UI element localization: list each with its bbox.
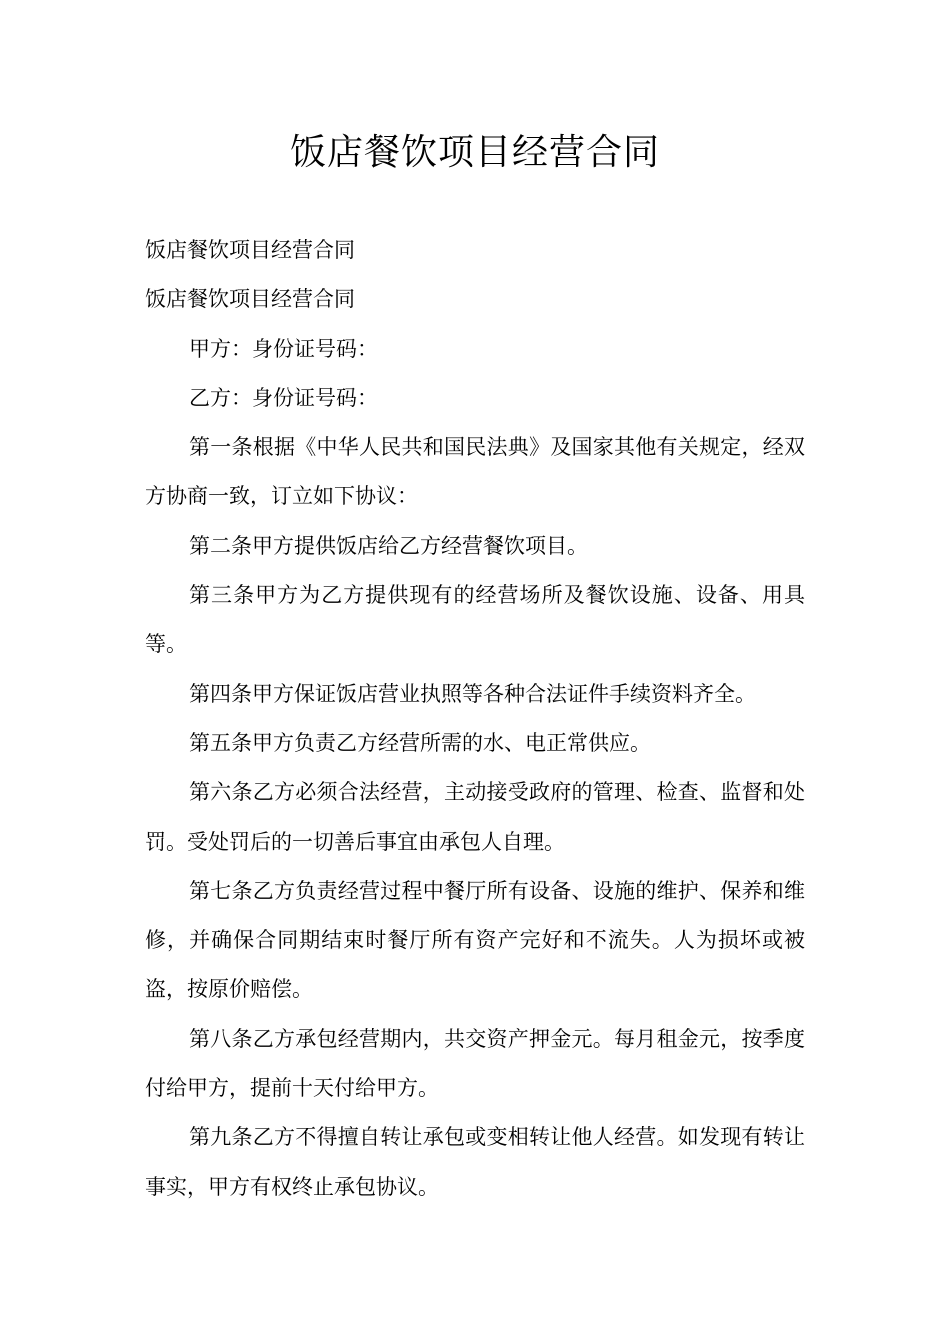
- article-5: 第五条甲方负责乙方经营所需的水、电正常供应。: [189, 730, 651, 755]
- article-6: 第六条乙方必须合法经营，主动接受政府的管理、检查、监督和处罚。受处罚后的一切善后事宜由承包人自理。: [145, 780, 805, 854]
- article-7: 第七条乙方负责经营过程中餐厅所有设备、设施的维护、保养和维修，并确保合同期结束时餐厅所有资产完好和不流失。人为损坏或被盗，按原价赔偿。: [145, 878, 805, 1002]
- article-4: 第四条甲方保证饭店营业执照等各种合法证件手续资料齐全。: [189, 681, 756, 706]
- article-3: 第三条甲方为乙方提供现有的经营场所及餐饮设施、设备、用具等。: [145, 583, 805, 657]
- party-b-line: 乙方：身份证号码：: [189, 385, 378, 410]
- party-a-line: 甲方：身份证号码：: [189, 336, 378, 361]
- subtitle-line: 饭店餐饮项目经营合同: [145, 238, 355, 262]
- document-title: 饭店餐饮项目经营合同: [289, 132, 660, 173]
- article-8: 第八条乙方承包经营期内，共交资产押金元。每月租金元，按季度付给甲方，提前十天付给甲方。: [145, 1026, 805, 1101]
- article-1: 第一条根据《中华人民共和国民法典》及国家其他有关规定，经双方协商一致，订立如下协议：: [145, 435, 805, 509]
- article-2: 第二条甲方提供饭店给乙方经营餐饮项目。: [189, 533, 588, 558]
- article-9: 第九条乙方不得擅自转让承包或变相转让他人经营。如发现有转让事实，甲方有权终止承包协议。: [145, 1125, 805, 1199]
- subtitle-line: 饭店餐饮项目经营合同: [145, 287, 355, 312]
- document-body: [145, 226, 805, 1212]
